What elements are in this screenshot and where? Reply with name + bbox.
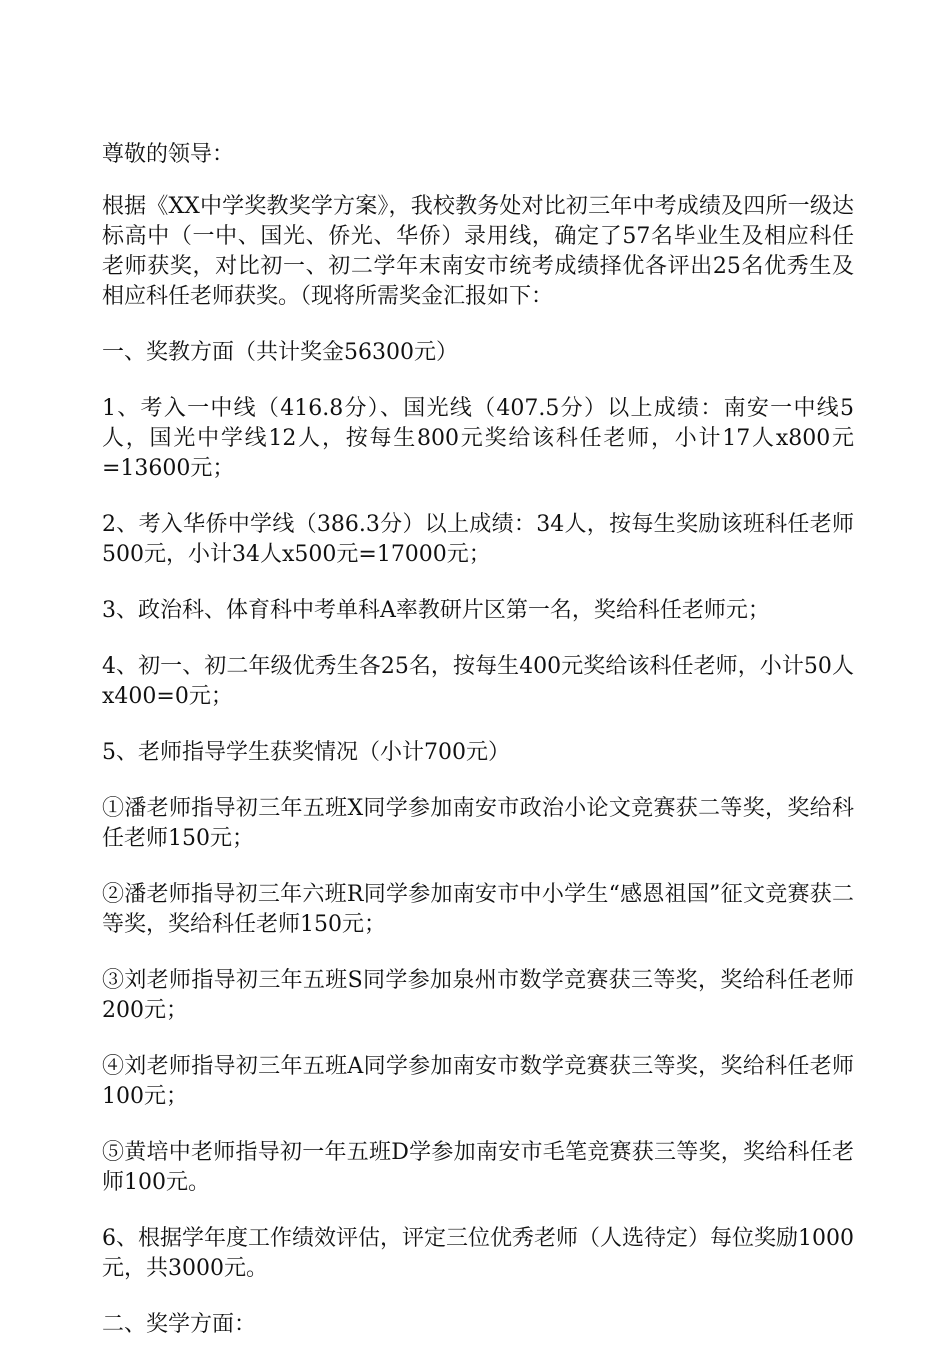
item-4: 4、初一、初二年级优秀生各25名，按每生400元奖给该科任老师，小计50人x400=0元； (102, 654, 854, 709)
sub-item-3: ③刘老师指导初三年五班S同学参加泉州市数学竞赛获三等奖，奖给科任老师200元； (102, 968, 854, 1023)
sub-item-4: ④刘老师指导初三年五班A同学参加南安市数学竞赛获三等奖，奖给科任老师100元； (102, 1054, 854, 1109)
item-5: 5、老师指导学生获奖情况（小计700元） (102, 740, 510, 765)
greeting: 尊敬的领导： (102, 142, 235, 167)
item-3: 3、政治科、体育科中考单科A率教研片区第一名，奖给科任老师元； (102, 598, 770, 623)
section-heading-teaching-awards: 一、奖教方面（共计奖金56300元） (102, 340, 458, 365)
intro-paragraph: 根据《XX中学奖教奖学方案》，我校教务处对比初三年中考成绩及四所一级达标高中（一中、国光、侨光、华侨）录用线，确定了57名毕业生及相应科任老师获奖，对比初一、初二学年末南安市统考成绩择优各评出25名优秀生及相应科任老师获奖。（现将所需奖金汇报如下： (102, 194, 854, 309)
section-heading-student-awards: 二、奖学方面： (102, 1312, 257, 1337)
item-2: 2、考入华侨中学线（386.3分）以上成绩：34人，按每生奖励该班科任老师500元，小计34人x500元=17000元； (102, 512, 854, 567)
sub-item-1: ①潘老师指导初三年五班X同学参加南安市政治小论文竞赛获二等奖，奖给科任老师150元； (102, 796, 854, 851)
item-6: 6、根据学年度工作绩效评估，评定三位优秀老师（人选待定）每位奖励1000元，共3000元。 (102, 1226, 854, 1281)
sub-item-5: ⑤黄培中老师指导初一年五班D学参加南安市毛笔竞赛获三等奖，奖给科任老师100元。 (102, 1140, 854, 1195)
item-1: 1、考入一中线（416.8分）、国光线（407.5分）以上成绩：南安一中线5人，国光中学线12人，按每生800元奖给该科任老师，小计17人x800元=13600元； (102, 396, 854, 481)
sub-item-2: ②潘老师指导初三年六班R同学参加南安市中小学生“感恩祖国”征文竞赛获二等奖，奖给科任老师150元； (102, 882, 854, 937)
document-page (102, 140, 854, 1366)
